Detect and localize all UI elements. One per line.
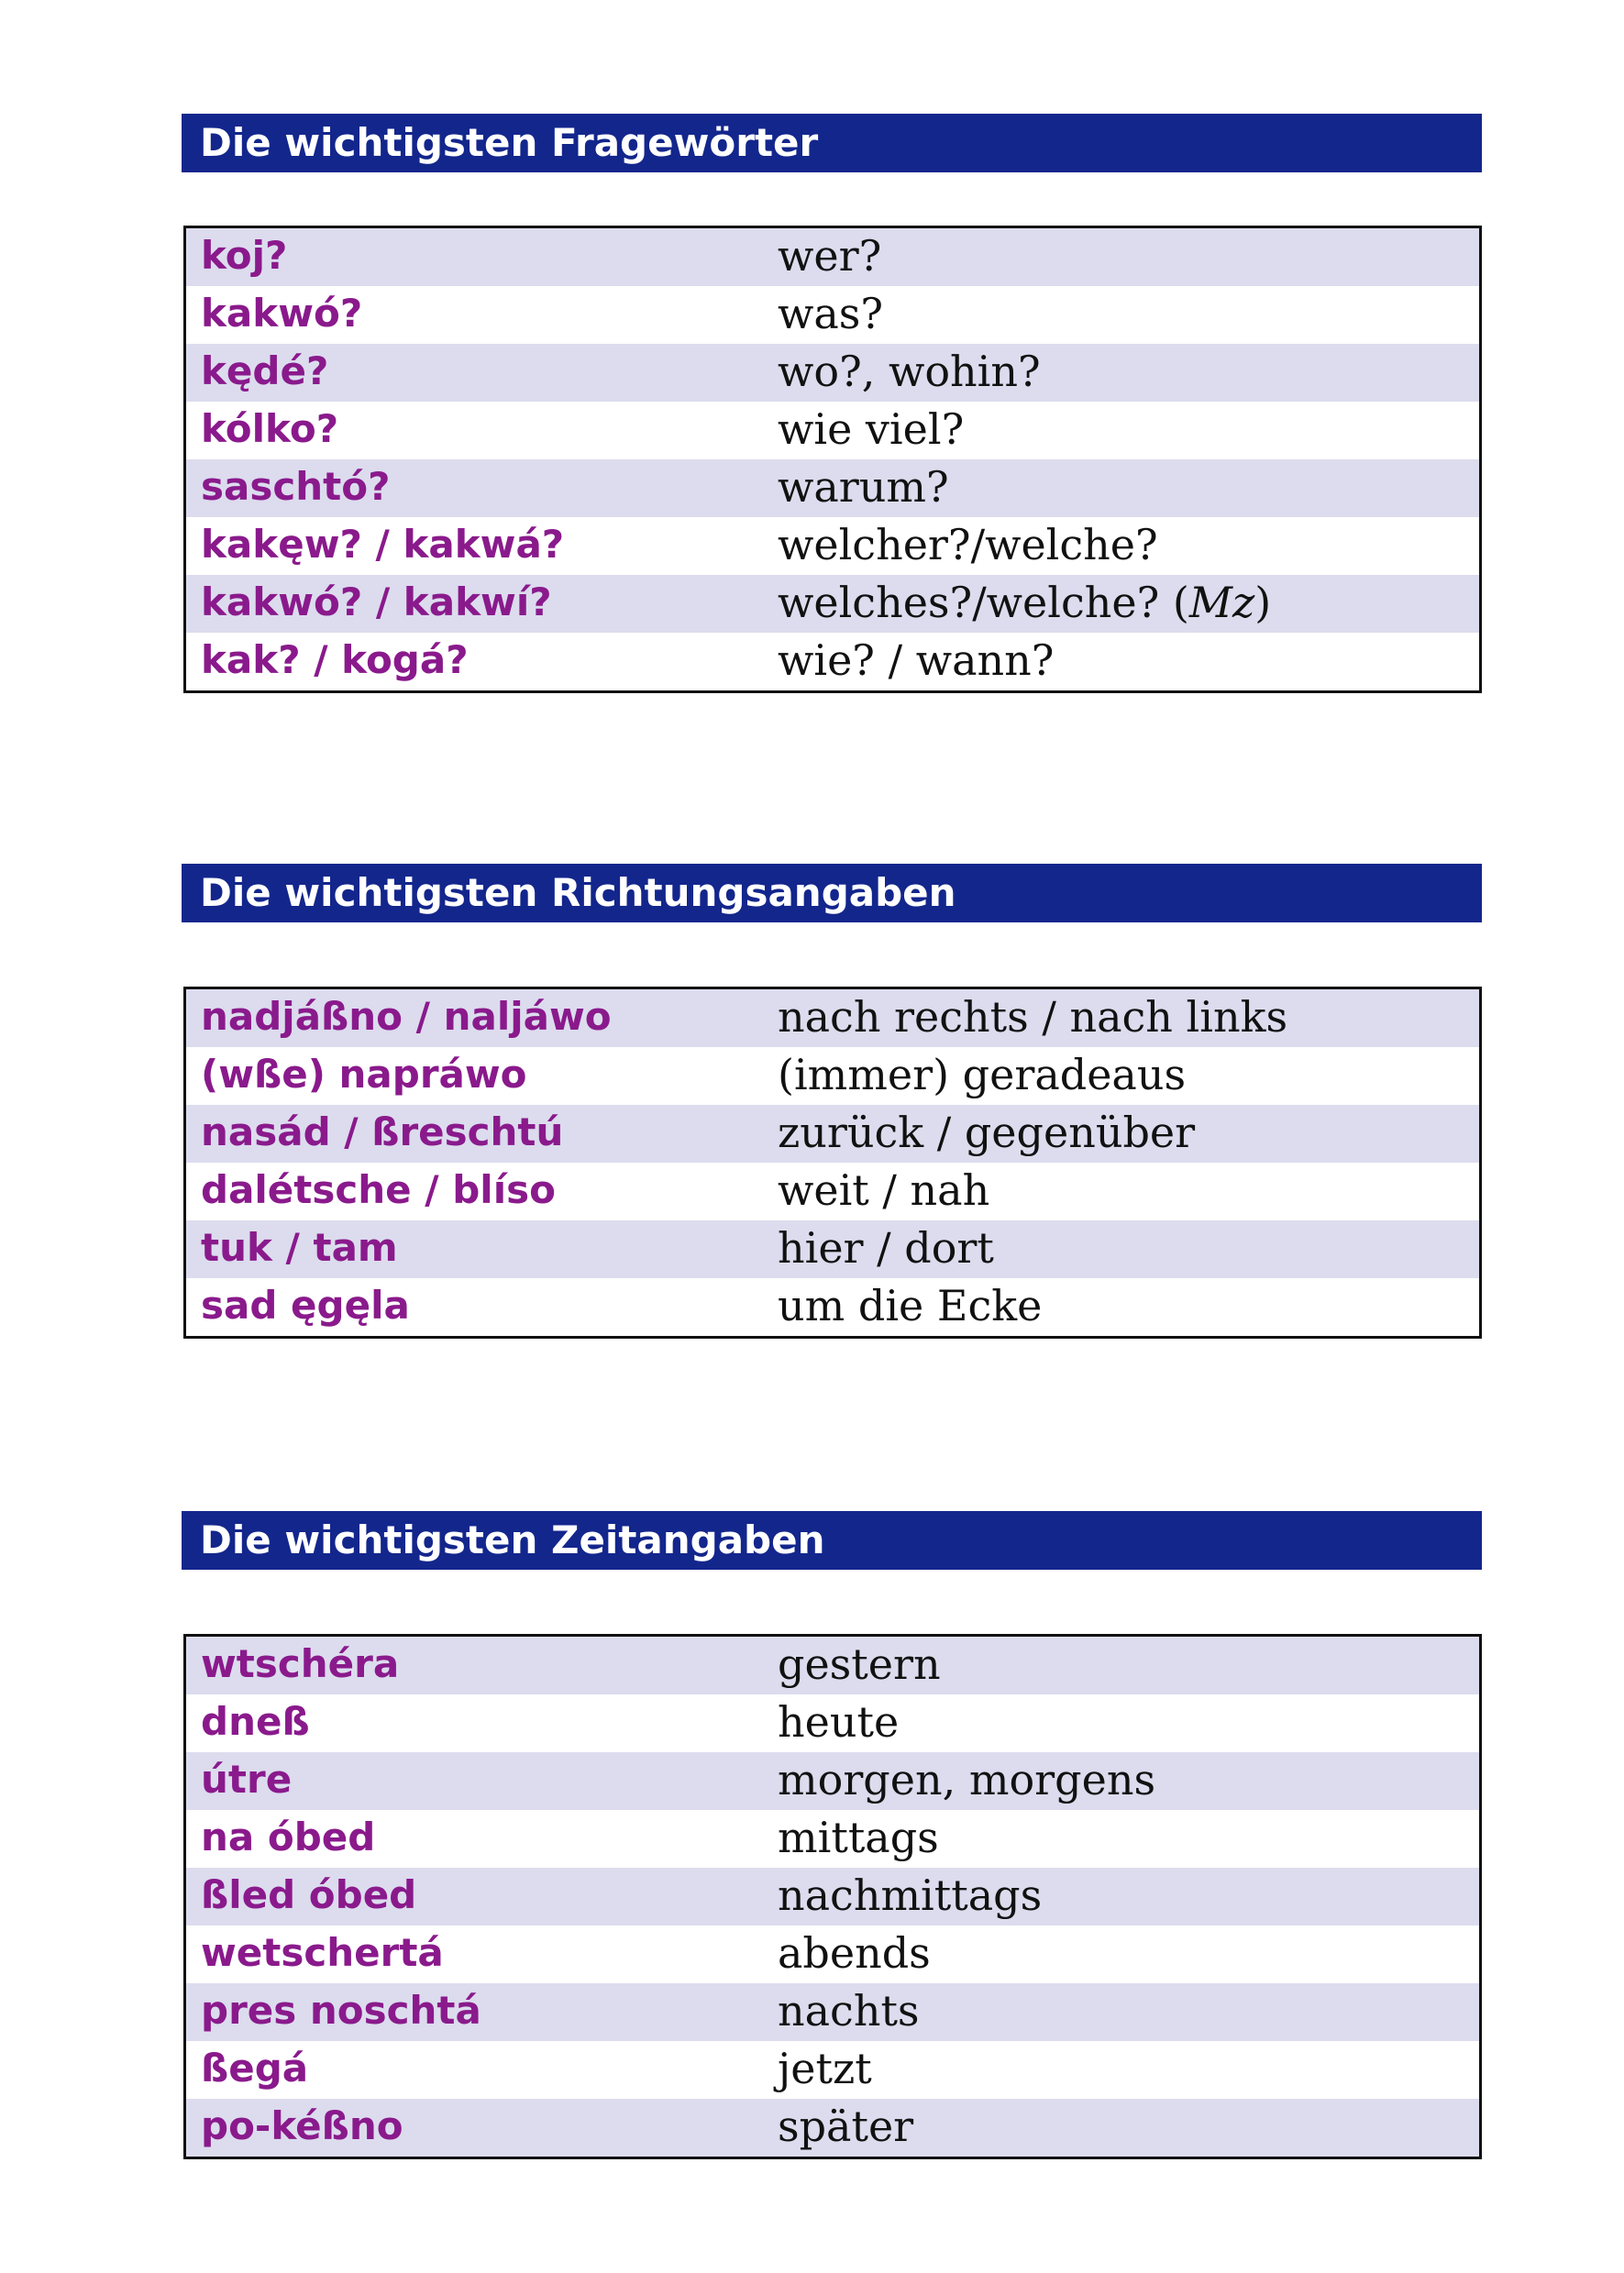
table-row [186, 1925, 1479, 1983]
table-row [186, 459, 1479, 517]
table-row [186, 2099, 1479, 2157]
term-bulgarian: wtschéra [201, 1641, 400, 1686]
section-title: Die wichtigsten Zeitangaben [182, 1511, 1482, 1570]
vocab-table-directions [183, 987, 1482, 1339]
table-row [186, 989, 1479, 1047]
table-row [186, 1752, 1479, 1810]
term-bulgarian: kakwó? [201, 291, 363, 336]
vocab-table-time-expressions [183, 1634, 1482, 2159]
term-german: heute [778, 1697, 900, 1747]
table-row [186, 286, 1479, 344]
table-row [186, 1278, 1479, 1336]
term-german: wo?, wohin? [778, 347, 1041, 396]
table-row [186, 228, 1479, 286]
term-german: wie viel? [778, 404, 965, 454]
translation-text: welches?/welche? ( [778, 578, 1189, 627]
table-row [186, 575, 1479, 633]
term-bulgarian: koj? [201, 233, 288, 278]
term-bulgarian: útre [201, 1757, 293, 1802]
term-german: morgen, morgens [778, 1755, 1156, 1804]
term-bulgarian: pres noschtá [201, 1988, 481, 2033]
plural-note: Mz [1188, 578, 1255, 627]
table-row [186, 1810, 1479, 1868]
term-german: nach rechts / nach links [778, 992, 1288, 1042]
term-bulgarian: nadjáßno / naljáwo [201, 994, 612, 1039]
term-bulgarian: saschtó? [201, 464, 391, 509]
term-bulgarian: kakwó? / kakwí? [201, 579, 552, 624]
term-german: wer? [778, 231, 882, 281]
term-bulgarian: ßegá [201, 2046, 309, 2091]
table-row [186, 633, 1479, 690]
table-row [186, 1637, 1479, 1694]
table-row [186, 1868, 1479, 1925]
table-row [186, 1220, 1479, 1278]
term-german: abends [778, 1928, 931, 1978]
table-row [186, 402, 1479, 459]
term-german: was? [778, 289, 884, 338]
term-bulgarian: kak? / kogá? [201, 637, 469, 682]
term-german: nachts [778, 1986, 920, 2036]
translation-text-end: ) [1254, 578, 1272, 627]
table-row [186, 1694, 1479, 1752]
term-bulgarian: po-kéßno [201, 2103, 403, 2148]
table-row [186, 1983, 1479, 2041]
section-title: Die wichtigsten Fragewörter [182, 114, 1482, 172]
term-bulgarian: kędé? [201, 348, 329, 393]
term-bulgarian: (wße) napráwo [201, 1052, 527, 1097]
term-bulgarian: wetschertá [201, 1930, 444, 1975]
term-german: jetzt [778, 2044, 872, 2093]
term-bulgarian: ßled óbed [201, 1872, 417, 1917]
term-bulgarian: sad ęgęla [201, 1283, 410, 1328]
term-bulgarian: na óbed [201, 1815, 376, 1859]
term-german [778, 575, 1271, 633]
table-row [186, 1163, 1479, 1220]
table-row [186, 2041, 1479, 2099]
term-bulgarian: kólko? [201, 406, 339, 451]
term-german: (immer) geradeaus [778, 1050, 1187, 1099]
term-german: wie? / wann? [778, 635, 1055, 685]
term-bulgarian: tuk / tam [201, 1225, 398, 1270]
term-german: mittags [778, 1813, 939, 1862]
term-bulgarian: dalétsche / blíso [201, 1167, 556, 1212]
term-german: weit / nah [778, 1165, 990, 1215]
vocab-table-question-words [183, 226, 1482, 693]
term-german: gestern [778, 1639, 941, 1689]
section-title: Die wichtigsten Richtungsangaben [182, 864, 1482, 922]
term-german: um die Ecke [778, 1281, 1043, 1330]
term-german: welcher?/welche? [778, 520, 1158, 569]
term-german: hier / dort [778, 1223, 994, 1273]
term-german: warum? [778, 462, 949, 512]
term-bulgarian: kakęw? / kakwá? [201, 522, 565, 567]
term-bulgarian: nasád / ßreschtú [201, 1109, 564, 1154]
term-german: später [778, 2102, 914, 2151]
table-row [186, 1105, 1479, 1163]
table-row [186, 1047, 1479, 1105]
term-german: zurück / gegenüber [778, 1108, 1196, 1157]
table-row [186, 344, 1479, 402]
table-row [186, 517, 1479, 575]
term-german: nachmittags [778, 1870, 1043, 1920]
term-bulgarian: dneß [201, 1699, 310, 1744]
